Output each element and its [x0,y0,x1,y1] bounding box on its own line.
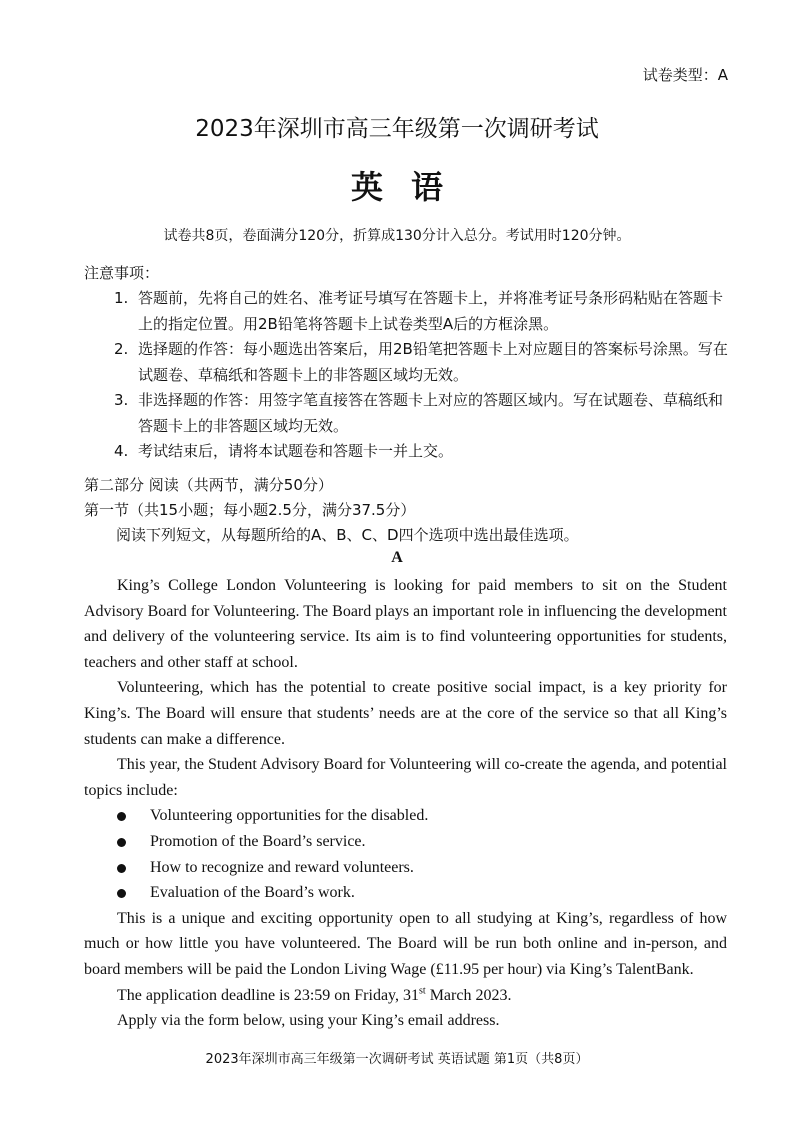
reading-instruction: 阅读下列短文，从每题所给的A、B、C、D四个选项中选出最佳选项。 [116,526,579,544]
section1-heading: 第一节（共15小题；每小题2.5分，满分37.5分） [84,501,416,519]
subject-title: 英语 [350,168,471,206]
notice-list [114,286,734,465]
page-footer: 2023年深圳市高三年级第一次调研考试 英语试题 第1页（共8页） [205,1052,589,1067]
notice-heading: 注意事项： [84,264,160,282]
notice-text: 非选择题的作答：用签字笔直接答在答题卡上对应的答题区域内。写在试题卷、草稿纸和答题卡上的非答题区域均无效。 [138,391,724,435]
topic-list [84,803,727,905]
bullet-icon [117,864,126,873]
passage-paragraph: This year, the Student Advisory Board for Volunteering will co-create the agenda, and potential topics include: [84,756,727,799]
exam-title: 2023年深圳市高三年级第一次调研考试 [195,116,599,142]
notice-number: 3. [114,391,129,409]
paper-type-label: 试卷类型：A [642,66,728,84]
notice-text: 选择题的作答：每小题选出答案后，用2B铅笔把答题卡上对应题目的答案标号涂黑。写在试题卷、草稿纸和答题卡上的非答题区域均无效。 [138,340,728,384]
notice-text: 答题前，先将自己的姓名、准考证号填写在答题卡上，并将准考证号条形码粘贴在答题卡上的指定位置。用2B铅笔将答题卡上试卷类型A后的方框涂黑。 [138,289,724,333]
notice-number: 1. [114,289,129,307]
part2-heading: 第二部分 阅读（共两节，满分50分） [84,476,333,494]
notice-number: 4. [114,442,129,460]
passage-letter: A [391,549,403,566]
topic-item: Volunteering opportunities for the disabled. [84,803,727,829]
notice-item [114,388,734,439]
notice-number: 2. [114,340,129,358]
bullet-icon [117,889,126,898]
passage-body [84,573,727,1034]
deadline-paragraph: The application deadline is 23:59 on Friday, 31st March 2023. [117,985,512,1004]
notice-item [114,286,734,337]
notice-item [114,337,734,388]
bullet-icon [117,812,126,821]
topic-item: Evaluation of the Board’s work. [84,880,727,906]
passage-paragraph: Apply via the form below, using your King’s email address. [117,1012,500,1030]
notice-item [114,439,734,465]
notice-text: 考试结束后，请将本试题卷和答题卡一并上交。 [138,442,454,460]
topic-item: Promotion of the Board’s service. [84,829,727,855]
passage-paragraph: Volunteering, which has the potential to create positive social impact, is a key priority for King’s. The Board will ensure that students’ needs are at the core of the service so that all King’s students can make a difference. [84,679,727,748]
passage-paragraph: This is a unique and exciting opportunity open to all studying at King’s, regardless of how much or how little you have volunteered. The Board will be run both online and in-person, and board members will be paid the London Living Wage (£11.95 per hour) via King’s TalentBank. [84,909,727,978]
bullet-icon [117,838,126,847]
exam-info: 试卷共8页，卷面满分120分，折算成130分计入总分。考试用时120分钟。 [163,228,631,244]
topic-item: How to recognize and reward volunteers. [84,855,727,881]
passage-paragraph: King’s College London Volunteering is looking for paid members to sit on the Student Advisory Board for Volunteering. The Board plays an important role in influencing the development and delivery of the volunteering service. Its aim is to find volunteering opportunities for students, teachers and other staff at school. [84,577,727,671]
